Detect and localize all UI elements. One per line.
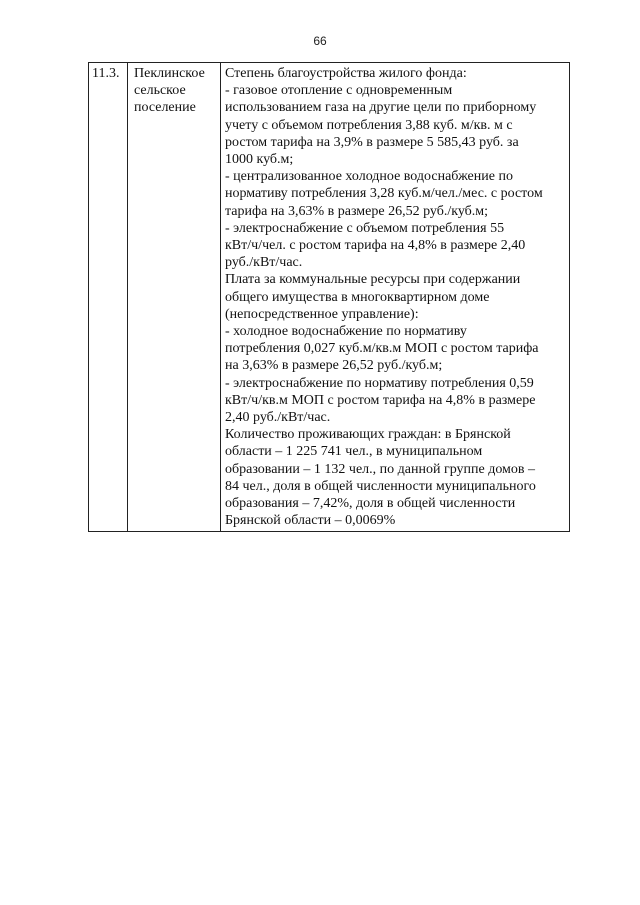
settlement-line: Пеклинское — [134, 66, 205, 81]
content-line: кВт/ч/чел. с ростом тарифа на 4,8% в размере 2,40 — [225, 238, 526, 254]
page-number: 66 — [313, 34, 327, 48]
content-line: Количество проживающих граждан: в Брянской — [225, 427, 511, 443]
settlement-line: поселение — [134, 100, 196, 116]
content-line: использованием газа на другие цели по приборному — [225, 100, 537, 116]
settlement-cell — [128, 63, 221, 532]
content-line: 84 чел., доля в общей численности муниципального — [225, 478, 536, 494]
content-line: ростом тарифа на 3,9% в размере 5 585,43 руб. за — [225, 134, 519, 150]
content-line: - электроснабжение с объемом потребления 55 — [225, 220, 505, 236]
settlement-line: сельское — [134, 83, 186, 99]
content-line: на 3,63% в размере 26,52 руб./куб.м; — [225, 358, 443, 374]
content-line: кВт/ч/кв.м МОП с ростом тарифа на 4,8% в размере — [225, 392, 536, 408]
content-line: учету с объемом потребления 3,88 куб. м/кв. м с — [225, 117, 513, 133]
content-line: руб./кВт/час. — [225, 255, 303, 271]
content-line: - централизованное холодное водоснабжение по — [225, 169, 513, 185]
content-line: Степень благоустройства жилого фонда: — [225, 66, 467, 81]
content-line: 2,40 руб./кВт/час. — [225, 410, 331, 426]
content-cell — [221, 63, 570, 532]
content-line: области – 1 225 741 чел., в муниципальном — [225, 444, 483, 460]
row-number: 11.3. — [92, 66, 120, 81]
row-number-cell — [89, 63, 128, 532]
content-line: Брянской области – 0,0069% — [225, 513, 396, 529]
content-line: Плата за коммунальные ресурсы при содержании — [225, 272, 521, 288]
content-line: образовании – 1 132 чел., по данной группе домов – — [225, 461, 536, 477]
content-line: потребления 0,027 куб.м/кв.м МОП с ростом тарифа — [225, 341, 539, 357]
content-line: - холодное водоснабжение по нормативу — [225, 324, 467, 340]
table-row — [89, 63, 570, 532]
content-line: нормативу потребления 3,28 куб.м/чел./мес. с ростом — [225, 186, 543, 202]
content-line: - газовое отопление с одновременным — [225, 83, 453, 99]
content-line: тарифа на 3,63% в размере 26,52 руб./куб.м; — [225, 203, 489, 219]
content-line: общего имущества в многоквартирном доме — [225, 289, 490, 305]
tariff-table — [88, 62, 570, 532]
content-line: (непосредственное управление): — [225, 306, 419, 322]
content-line: - электроснабжение по нормативу потребления 0,59 — [225, 375, 534, 391]
content-line: 1000 куб.м; — [225, 152, 294, 168]
content-line: образования – 7,42%, доля в общей численности — [225, 496, 516, 512]
